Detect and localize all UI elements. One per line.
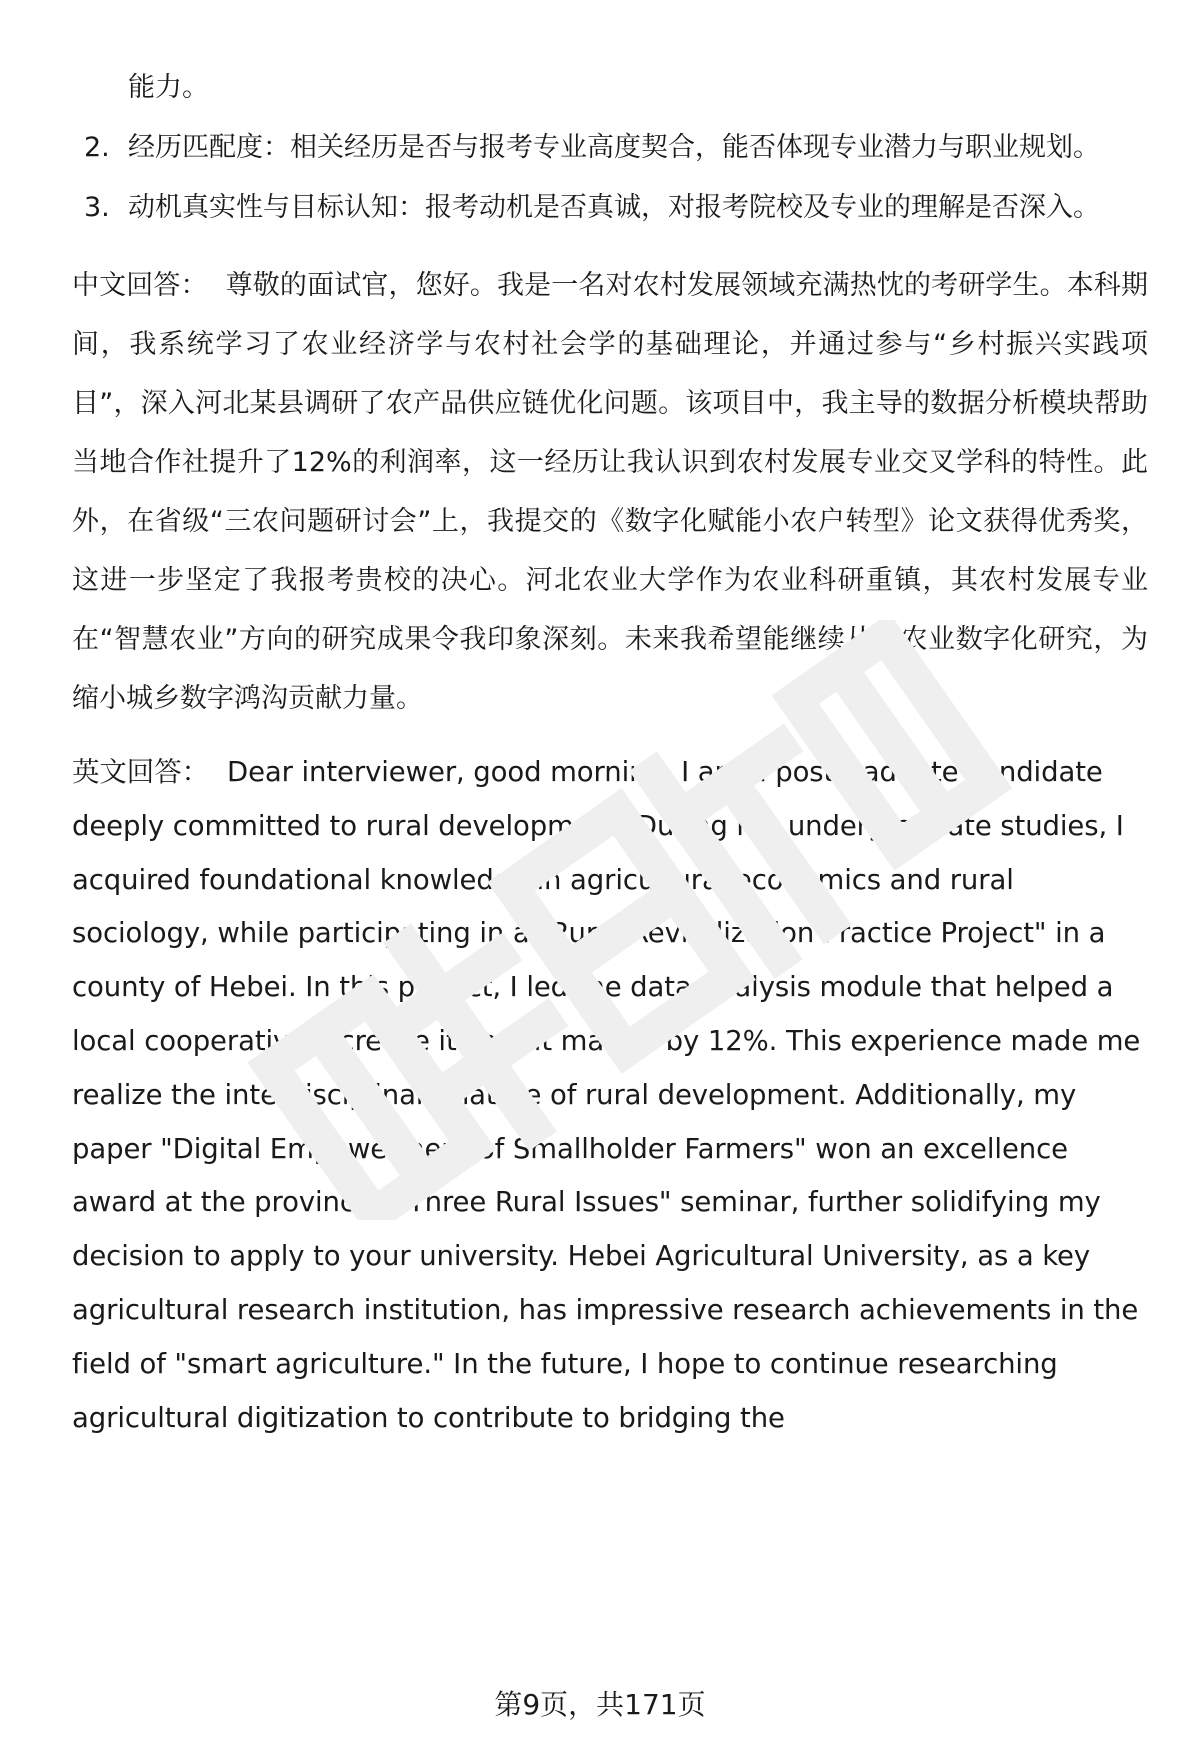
list-item-number: 3. [84,192,110,223]
chinese-answer-label: 中文回答： [72,270,208,301]
list-item-number: 2. [84,132,110,163]
english-answer-label: 英文回答： [72,756,209,788]
page-footer [0,1685,1200,1725]
list-item-text: 动机真实性与目标认知：报考动机是否真诚，对报考院校及专业的理解是否深入。 [128,192,1100,223]
chinese-answer-paragraph [72,256,1148,728]
criteria-list [72,118,1148,238]
english-answer-paragraph [72,746,1148,1445]
page-number-label: 第9页，共171页 [494,1688,706,1721]
list-item [72,118,1148,178]
list-item [72,178,1148,238]
list-item-text: 经历匹配度：相关经历是否与报考专业高度契合，能否体现专业潜力与职业规划。 [128,132,1100,163]
chinese-answer-text: 尊敬的面试官，您好。我是一名对农村发展领域充满热忱的考研学生。本科期间，我系统学习了农业经济学与农村社会学的基础理论，并通过参与“乡村振兴实践项目”，深入河北某县调研了农产品供应链优化问题。该项目中，我主导的数据分析模块帮助当地合作社提升了12%的利润率，这一经历让我认识到农村发展专业交叉学科的特性。此外，在省级“三农问题研讨会”上，我提交的《数字化赋能小农户转型》论文获得优秀奖，这进一步坚定了我报考贵校的决心。河北农业大学作为农业科研重镇，其农村发展专业在“智慧农业”方向的研究成果令我印象深刻。未来我希望能继续从事农业数字化研究，为缩小城乡数字鸿沟贡献力量。 [72,270,1149,714]
continuation-line: 能力。 [128,72,209,103]
english-answer-text: Dear interviewer, good morning. I am a postgraduate candidate deeply committed to rural development. During my undergraduate studies, I acquired foundational knowledge in agricultural economics and rural sociology, while participating in a "Rural Revitalization Practice Project" in a county of Hebei. In this project, I led the data analysis module that helped a local cooperative increase its profit margin by 12%. This experience made me realize the interdisciplinary nature of rural development. Additionally, my paper "Digital Empowerment of Smallholder Farmers" won an excellence award at the provincial "Three Rural Issues" seminar, further solidifying my decision to apply to your university. Hebei Agricultural University, as a key agricultural research institution, has impressive research achievements in the field of "smart agriculture." In the future, I hope to continue researching agricultural digitization to contribute to bridging the [72,756,1141,1434]
